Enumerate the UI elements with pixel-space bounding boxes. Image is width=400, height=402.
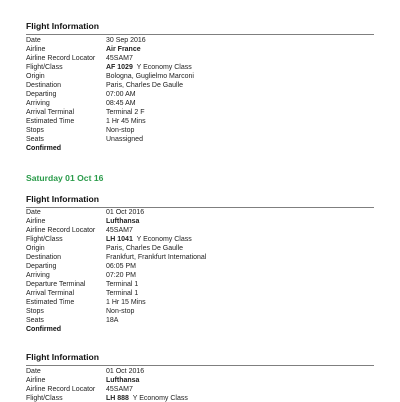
flight-1-stops-label: Stops xyxy=(26,127,44,134)
flight-2-arriving-label: Arriving xyxy=(26,272,50,279)
flight-3-airline-label: Airline xyxy=(26,377,46,384)
flight-2-cabin: Y Economy Class xyxy=(136,236,192,243)
flight-1-destination-value: Paris, Charles De Gaulle xyxy=(106,82,184,89)
flight-1-departing-label: Departing xyxy=(26,91,57,98)
flight-1-number: AF 1029 xyxy=(106,64,133,71)
flight-1-origin-label: Origin xyxy=(26,73,45,80)
flight-2-locator-value: 45SAM7 xyxy=(106,227,133,234)
flight-1-destination-label: Destination xyxy=(26,82,62,89)
flight-1-status: Confirmed xyxy=(26,145,61,152)
flight-2-airline-label: Airline xyxy=(26,218,46,225)
flight-2-destination-value: Frankfurt, Frankfurt International xyxy=(106,254,207,261)
flight-2-origin-label: Origin xyxy=(26,245,45,252)
flight-2-locator-label: Airline Record Locator xyxy=(26,227,96,234)
flight-1-title: Flight Information xyxy=(26,21,100,31)
flight-3-class-label: Flight/Class xyxy=(26,395,63,402)
flight-2-seats-value: 18A xyxy=(106,317,119,324)
flight-1-locator-value: 45SAM7 xyxy=(106,55,133,62)
flight-2-duration-label: Estimated Time xyxy=(26,299,75,306)
flight-2-departure-terminal-value: Terminal 1 xyxy=(106,281,139,288)
flight-2-duration-value: 1 Hr 15 Mins xyxy=(106,299,146,306)
flight-2-number: LH 1041 xyxy=(106,236,133,243)
flight-1-seats-label: Seats xyxy=(26,136,44,143)
flight-2-date-label: Date xyxy=(26,209,41,216)
flight-1-stops-value: Non-stop xyxy=(106,127,135,134)
flight-1-origin-value: Bologna, Guglielmo Marconi xyxy=(106,73,194,80)
flight-1-arrival-terminal-label: Arrival Terminal xyxy=(26,109,75,116)
flight-1-seats-value: Unassigned xyxy=(106,136,143,143)
flight-1-locator-label: Airline Record Locator xyxy=(26,55,96,62)
passport-notice xyxy=(28,0,229,1)
flight-3-locator-label: Airline Record Locator xyxy=(26,386,96,393)
flight-1-date-value: 30 Sep 2016 xyxy=(106,37,146,44)
flight-2-airline-value: Lufthansa xyxy=(106,218,140,225)
flight-2-stops-value: Non-stop xyxy=(106,308,135,315)
flight-3-divider xyxy=(26,365,374,366)
flight-3-date-label: Date xyxy=(26,368,41,375)
flight-1-arrival-terminal-value: Terminal 2 F xyxy=(106,109,145,116)
flight-1-date-label: Date xyxy=(26,37,41,44)
flight-2-class-label: Flight/Class xyxy=(26,236,63,243)
flight-3-class-value xyxy=(106,395,188,402)
flight-3-title: Flight Information xyxy=(26,352,100,362)
flight-3-date-value: 01 Oct 2016 xyxy=(106,368,145,375)
flight-2-departure-terminal-label: Departure Terminal xyxy=(26,281,86,288)
flight-3-number: LH 888 xyxy=(106,395,129,402)
flight-1-duration-label: Estimated Time xyxy=(26,118,75,125)
flight-2-destination-label: Destination xyxy=(26,254,62,261)
flight-2-class-value xyxy=(106,236,192,243)
flight-1-departing-value: 07:00 AM xyxy=(106,91,136,98)
day-heading: Saturday 01 Oct 16 xyxy=(26,173,104,183)
flight-1-class-label: Flight/Class xyxy=(26,64,63,71)
flight-2-arrival-terminal-label: Arrival Terminal xyxy=(26,290,75,297)
flight-1-cabin: Y Economy Class xyxy=(136,64,192,71)
flight-2-departing-label: Departing xyxy=(26,263,57,270)
flight-1-class-value xyxy=(106,64,192,71)
flight-2-divider xyxy=(26,207,374,208)
flight-2-status: Confirmed xyxy=(26,326,61,333)
flight-1-divider xyxy=(26,34,374,35)
flight-3-locator-value: 45SAM7 xyxy=(106,386,133,393)
flight-2-arrival-terminal-value: Terminal 1 xyxy=(106,290,139,297)
flight-1-airline-label: Airline xyxy=(26,46,46,53)
flight-2-title: Flight Information xyxy=(26,194,100,204)
flight-2-seats-label: Seats xyxy=(26,317,44,324)
flight-2-date-value: 01 Oct 2016 xyxy=(106,209,145,216)
flight-1-duration-value: 1 Hr 45 Mins xyxy=(106,118,146,125)
flight-2-departing-value: 06:05 PM xyxy=(106,263,136,270)
flight-3-cabin: Y Economy Class xyxy=(132,395,188,402)
flight-1-arriving-label: Arriving xyxy=(26,100,50,107)
flight-1-arriving-value: 08:45 AM xyxy=(106,100,136,107)
flight-2-arriving-value: 07:20 PM xyxy=(106,272,136,279)
flight-3-airline-value: Lufthansa xyxy=(106,377,140,384)
flight-2-stops-label: Stops xyxy=(26,308,44,315)
flight-2-origin-value: Paris, Charles De Gaulle xyxy=(106,245,184,252)
flight-1-airline-value: Air France xyxy=(106,46,141,53)
